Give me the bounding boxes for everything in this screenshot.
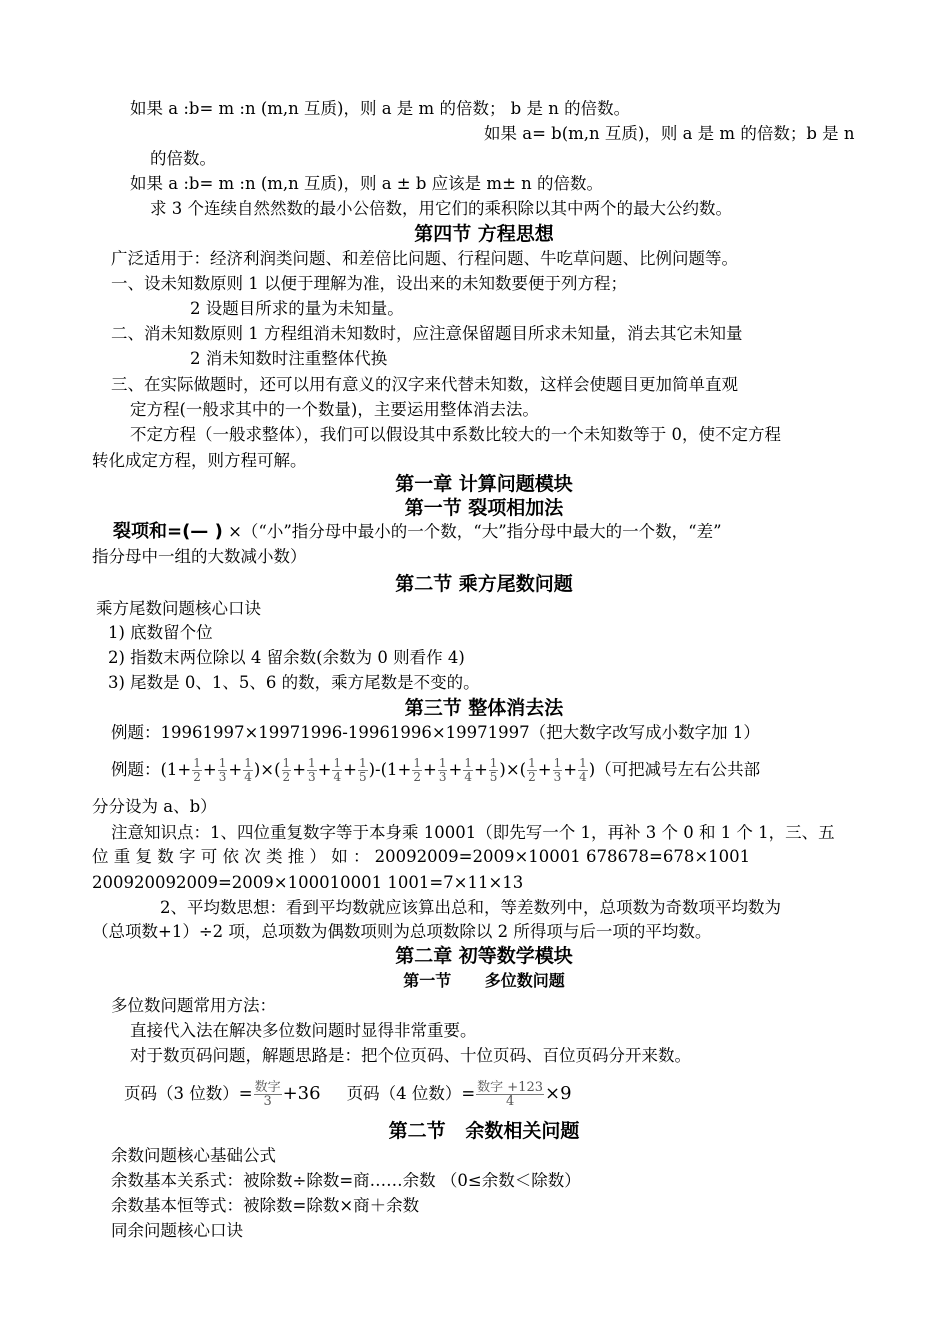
section-heading: 第二节 乘方尾数问题 [395, 573, 573, 595]
formula-label: 裂项和=(— ) [113, 521, 223, 542]
text-line: 求 3 个连续自然然数的最小公倍数，用它们的乘积除以其中两个的最大公约数。 [150, 199, 732, 218]
section-heading: 第四节 方程思想 [414, 223, 554, 245]
fraction: $\frac{1}{4}$ [464, 756, 472, 784]
fraction: $\frac{\text{数字 +123}}{4}$ [477, 1080, 544, 1109]
text-line: 例题：19961997×19971996-19961996×19971997（把大数字改写成小数字加 1） [111, 723, 760, 742]
list-item: 1) 底数留个位 [108, 623, 213, 642]
text-line: 多位数问题常用方法： [111, 996, 276, 1015]
chapter-heading: 第二章 初等数学模块 [395, 945, 573, 967]
text-line: 位 重 复 数 字 可 依 次 类 推 ） 如 ： 20092009=2009×10001 678678=678×1001 [92, 847, 751, 866]
text-line: 指分母中一组的大数减小数） [92, 547, 307, 566]
text-line: （总项数+1）÷2 项，总项数为偶数项则为总项数除以 2 所得项与后一项的平均数。 [92, 922, 712, 941]
text-line: 余数问题核心基础公式 [111, 1146, 276, 1165]
chapter-heading: 第一章 计算问题模块 [395, 473, 573, 495]
fraction: $\frac{1}{3}$ [218, 756, 227, 784]
fraction: $\frac{1}{2}$ [528, 756, 536, 784]
formula-line [113, 521, 722, 543]
fraction: $\frac{1}{4}$ [579, 756, 587, 784]
text-line: 定方程(一般求其中的一个数量)，主要运用整体消去法。 [130, 400, 539, 419]
section-heading: 第一节 多位数问题 [403, 971, 565, 990]
fraction: $\frac{1}{3}$ [438, 756, 447, 784]
text-line: 对于数页码问题，解题思路是：把个位页码、十位页码、百位页码分开来数。 [130, 1046, 691, 1065]
text-line: 如果 a= b(m,n 互质)，则 a 是 m 的倍数；b 是 n [484, 124, 855, 143]
text-line: 2、平均数思想：看到平均数就应该算出总和，等差数列中，总项数为奇数项平均数为 [160, 898, 781, 917]
fraction: $\frac{1}{3}$ [553, 756, 562, 784]
fraction: $\frac{1}{5}$ [358, 756, 367, 784]
text-line: 分分设为 a、b） [92, 797, 217, 816]
section-heading: 第一节 裂项相加法 [404, 497, 564, 519]
text-line: 乘方尾数问题核心口诀 [96, 599, 261, 618]
text-line: 200920092009=2009×100010001 1001=7×11×13 [92, 873, 524, 892]
text-line: 三、在实际做题时，还可以用有意义的汉字来代替未知数，这样会使题目更加简单直观 [111, 375, 738, 394]
equation-line: 例题：(1+ $\frac{1}{2}$ + $\frac{1}{3}$ + $\frac{1}{4}$ )×( $\frac{1}{2}$ + $\frac{1}{3}$ + $\frac{1}{4}$ + $\frac{1}{5}$ )-(1+ $\frac{1}{2}$ + $\frac{1}{3}$ + $\frac{1}{4}$ + $\frac{1}{5}$ )×( $\frac{1}{2}$ + $\frac{1}{3}$ + $\frac{1}{4}$ )（可把减号左右公共部 [111, 756, 761, 784]
fraction: $\frac{1}{2}$ [413, 756, 422, 784]
fraction: $\frac{\text{数字}}{3}$ [254, 1080, 281, 1109]
section-heading: 第二节 余数相关问题 [388, 1120, 580, 1142]
formula-line: 页码（3 位数）= $\frac{\text{数字}}{3}$ +36 页码（4 位数）= $\frac{\text{数字 +123}}{4}$ ×9 [124, 1080, 572, 1109]
text-line: 余数基本恒等式：被除数=除数×商＋余数 [111, 1196, 420, 1215]
fraction: $\frac{1}{4}$ [333, 756, 342, 784]
text-line: 同余问题核心口诀 [111, 1221, 243, 1240]
fraction: $\frac{1}{2}$ [282, 756, 291, 784]
formula-text: ×（“小”指分母中最小的一个数，“大”指分母中最大的一个数，“差” [228, 522, 722, 541]
text-line: 如果 a :b= m :n (m,n 互质)，则 a ± b 应该是 m± n 的倍数。 [130, 174, 604, 193]
fraction: $\frac{1}{2}$ [193, 756, 201, 784]
text-line: 的倍数。 [150, 149, 216, 168]
text-line: 一、设未知数原则 1 以便于理解为准，设出来的未知数要便于列方程； [111, 274, 627, 293]
text-line: 余数基本关系式：被除数÷除数=商……余数 （0≤余数＜除数） [111, 1171, 581, 1190]
text-line: 广泛适用于：经济利润类问题、和差倍比问题、行程问题、牛吃草问题、比例问题等。 [111, 249, 738, 268]
fraction: $\frac{1}{5}$ [489, 756, 498, 784]
text-line: 如果 a :b= m :n (m,n 互质)，则 a 是 m 的倍数； b 是 n 的倍数。 [130, 99, 631, 118]
fraction: $\frac{1}{4}$ [244, 756, 252, 784]
text-line: 二、消未知数原则 1 方程组消未知数时，应注意保留题目所求未知量，消去其它未知量 [111, 324, 743, 343]
text-line: 2 设题目所求的量为未知量。 [190, 299, 404, 318]
text-line: 注意知识点：1、四位重复数字等于本身乘 10001（即先写一个 1，再补 3 个 0 和 1 个 1，三、五 [111, 823, 835, 842]
text-line: 2 消未知数时注重整体代换 [190, 349, 388, 368]
list-item: 3) 尾数是 0、1、5、6 的数，乘方尾数是不变的。 [108, 673, 480, 692]
list-item: 2) 指数末两位除以 4 留余数(余数为 0 则看作 4) [108, 648, 465, 667]
text-line: 转化成定方程，则方程可解。 [92, 451, 307, 470]
fraction: $\frac{1}{3}$ [308, 756, 316, 784]
section-heading: 第三节 整体消去法 [404, 697, 564, 719]
text-line: 直接代入法在解决多位数问题时显得非常重要。 [130, 1021, 477, 1040]
text-line: 不定方程（一般求整体），我们可以假设其中系数比较大的一个未知数等于 0，使不定方程 [130, 425, 781, 444]
